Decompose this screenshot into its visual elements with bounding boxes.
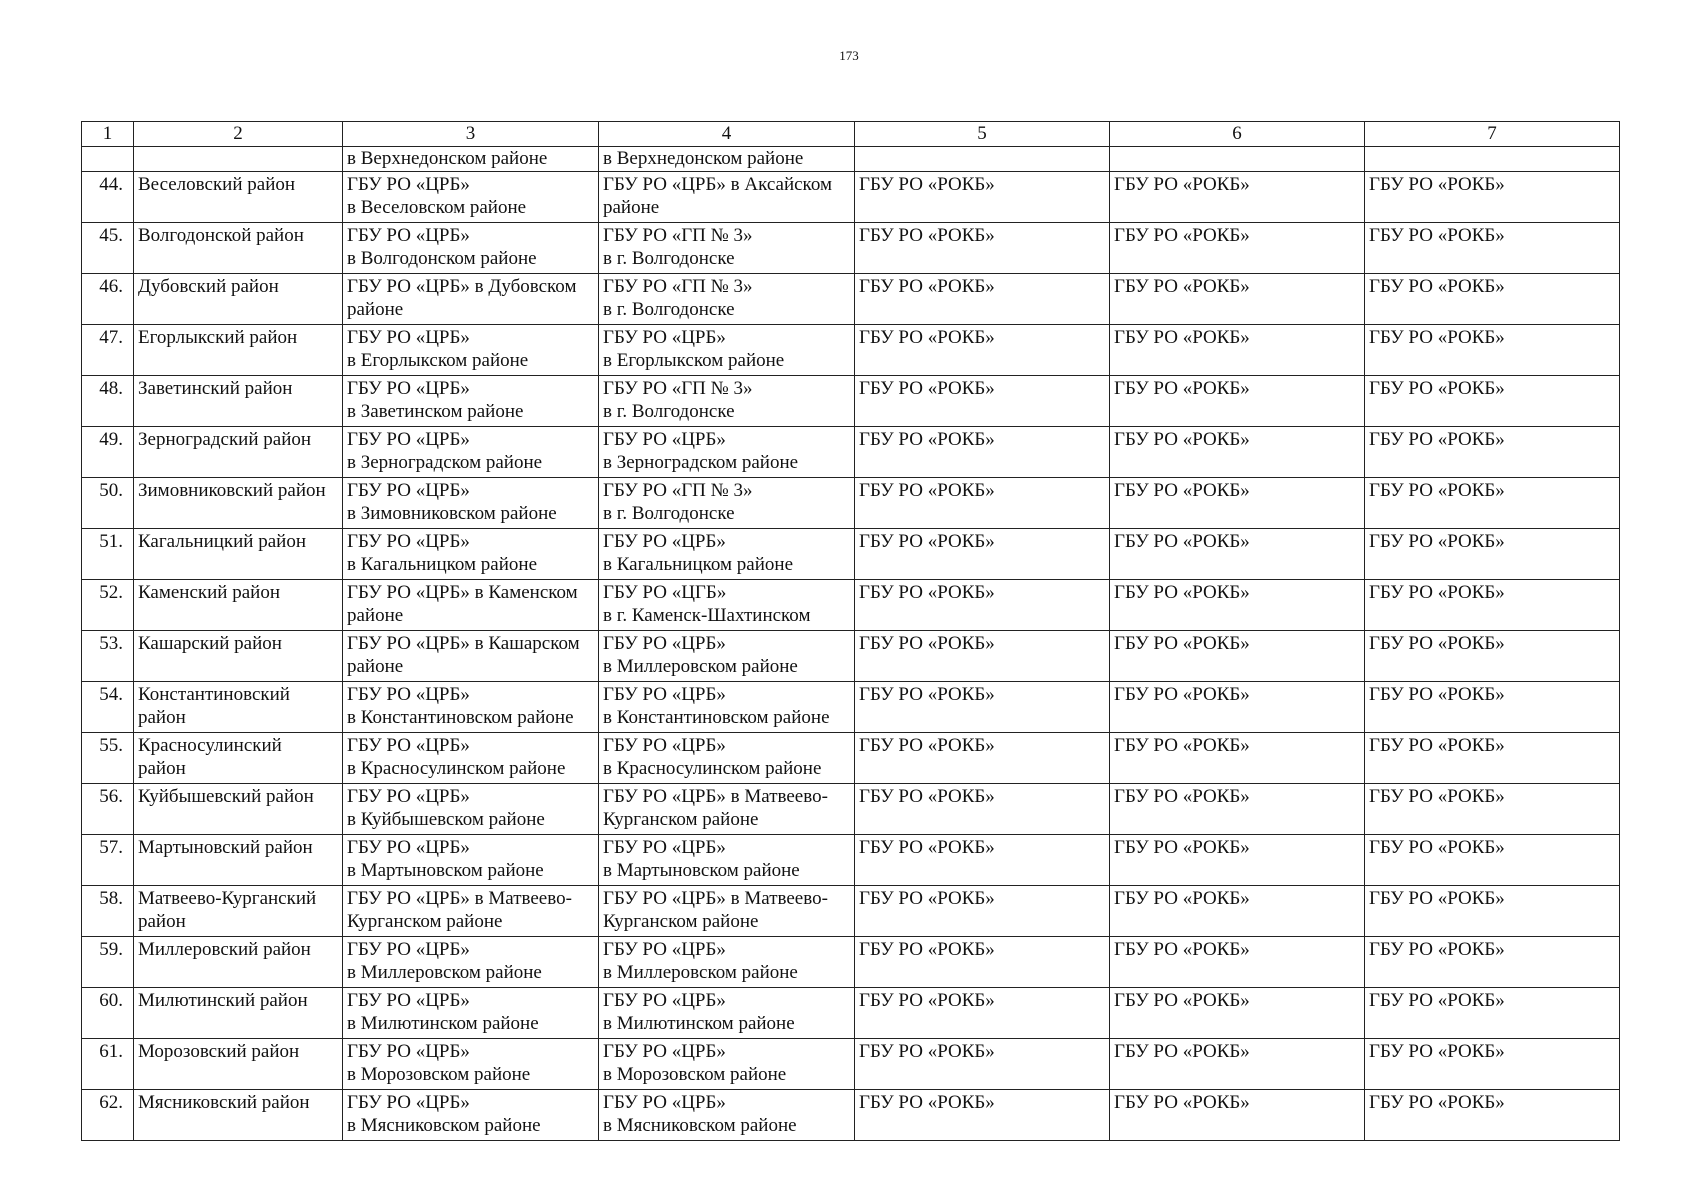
table-row [82,784,1620,835]
cell-line: ГБУ РО «ЦРБ» в Дубовском [347,276,577,297]
table-row [82,376,1620,427]
cell-col5: ГБУ РО «РОКБ» [855,223,1110,274]
cell-line: район [138,911,186,932]
cell-col7: ГБУ РО «РОКБ» [1365,172,1620,223]
cell-col4 [599,427,855,478]
table-row [82,172,1620,223]
cell-col3 [343,835,599,886]
cell-line: ГБУ РО «ГП № 3» [603,378,753,399]
cell-district [134,223,343,274]
cell-line: Мартыновский район [138,837,313,858]
cell-line: в г. Каменск-Шахтинском [603,605,811,626]
cell-line: ГБУ РО «ЦРБ» в Каменском [347,582,578,603]
cell-line: ГБУ РО «ЦРБ» [347,225,470,246]
cell-line: Дубовский район [138,276,279,297]
table-row [82,529,1620,580]
column-header: 7 [1365,122,1620,147]
cell-district [134,937,343,988]
cell-district [134,733,343,784]
cell-col4 [599,325,855,376]
cell-line: Курганском районе [603,911,759,932]
cell-line: Волгодонской район [138,225,304,246]
cell-line: Матвеево-Курганский [138,888,317,909]
cell-col4 [599,274,855,325]
cell-line: районе [603,197,660,218]
cell-line: ГБУ РО «ЦРБ» [347,990,470,1011]
cell-district [134,784,343,835]
cell-number: 56. [82,784,134,835]
cell-line: ГБУ РО «ЦРБ» [603,531,726,552]
cell-col6: ГБУ РО «РОКБ» [1110,835,1365,886]
cell-number: 45. [82,223,134,274]
cell-line: Каменский район [138,582,280,603]
cell-line: ГБУ РО «ЦРБ» [603,633,726,654]
cell-district [134,682,343,733]
cell-number: 57. [82,835,134,886]
cell-line: в Красносулинском районе [603,758,822,779]
cell-district [134,988,343,1039]
cell-col3: в Верхнедонском районе [343,147,599,172]
cell-line: ГБУ РО «ЦРБ» [347,378,470,399]
cell-line: ГБУ РО «ЦРБ» [347,327,470,348]
cell-line: районе [347,605,404,626]
cell-line: в Мартыновском районе [347,860,544,881]
cell-col4 [599,682,855,733]
cell-col5: ГБУ РО «РОКБ» [855,886,1110,937]
cell-line: в Мартыновском районе [603,860,800,881]
cell-col3 [343,274,599,325]
cell-line: ГБУ РО «ЦРБ» [603,1041,726,1062]
cell-line: ГБУ РО «ЦРБ» [347,1092,470,1113]
cell-col4 [599,937,855,988]
cell-col7: ГБУ РО «РОКБ» [1365,784,1620,835]
cell-district [134,631,343,682]
cell-col5: ГБУ РО «РОКБ» [855,1090,1110,1141]
cell-col3 [343,988,599,1039]
cell-district [134,1090,343,1141]
cell-district [134,274,343,325]
cell-line: районе [347,299,404,320]
cell-line: в г. Волгодонске [603,299,735,320]
cell-number: 47. [82,325,134,376]
cell-line: в Кагальницком районе [347,554,537,575]
cell-col7: ГБУ РО «РОКБ» [1365,631,1620,682]
cell-col5: ГБУ РО «РОКБ» [855,784,1110,835]
cell-line: район [138,758,186,779]
cell-line: ГБУ РО «ЦРБ» [603,837,726,858]
cell-col6: ГБУ РО «РОКБ» [1110,376,1365,427]
cell-district [134,325,343,376]
cell-col6: ГБУ РО «РОКБ» [1110,886,1365,937]
cell-line: в г. Волгодонске [603,401,735,422]
cell-col5: ГБУ РО «РОКБ» [855,580,1110,631]
cell-line: Веселовский район [138,174,296,195]
table-row [82,1039,1620,1090]
cell-number: 62. [82,1090,134,1141]
cell-number: 55. [82,733,134,784]
cell-line: в Миллеровском районе [603,962,798,983]
cell-line: ГБУ РО «ГП № 3» [603,480,753,501]
cell-line: ГБУ РО «ЦРБ» [347,786,470,807]
cell-line: ГБУ РО «ЦРБ» [347,837,470,858]
cell-district [134,147,343,172]
cell-line: ГБУ РО «ЦРБ» [347,1041,470,1062]
cell-line: ГБУ РО «ЦРБ» [603,939,726,960]
cell-line: в Морозовском районе [347,1064,531,1085]
cell-col4 [599,988,855,1039]
cell-number: 44. [82,172,134,223]
table-row [82,733,1620,784]
cell-col5: ГБУ РО «РОКБ» [855,427,1110,478]
cell-number: 54. [82,682,134,733]
cell-col3 [343,733,599,784]
table-row [82,580,1620,631]
cell-line: Кагальницкий район [138,531,306,552]
cell-col6: ГБУ РО «РОКБ» [1110,1039,1365,1090]
table-row [82,886,1620,937]
cell-line: ГБУ РО «ЦРБ» [347,174,470,195]
cell-col6: ГБУ РО «РОКБ» [1110,223,1365,274]
column-header: 5 [855,122,1110,147]
cell-col6: ГБУ РО «РОКБ» [1110,682,1365,733]
cell-col3 [343,784,599,835]
cell-col7: ГБУ РО «РОКБ» [1365,478,1620,529]
cell-number: 61. [82,1039,134,1090]
cell-col3 [343,172,599,223]
cell-col4 [599,223,855,274]
cell-line: в Константиновском районе [603,707,830,728]
cell-district [134,529,343,580]
cell-col3 [343,1039,599,1090]
cell-line: в Зерноградском районе [347,452,543,473]
cell-col5: ГБУ РО «РОКБ» [855,529,1110,580]
table-row [82,682,1620,733]
cell-number: 48. [82,376,134,427]
table-row [82,427,1620,478]
cell-line: Кашарский район [138,633,282,654]
cell-col5: ГБУ РО «РОКБ» [855,835,1110,886]
cell-line: Егорлыкский район [138,327,298,348]
cell-col7: ГБУ РО «РОКБ» [1365,835,1620,886]
cell-col7: ГБУ РО «РОКБ» [1365,733,1620,784]
table-row [82,325,1620,376]
cell-col3 [343,937,599,988]
cell-col6: ГБУ РО «РОКБ» [1110,631,1365,682]
cell-col3 [343,223,599,274]
cell-col4 [599,172,855,223]
cell-district [134,1039,343,1090]
cell-col5: ГБУ РО «РОКБ» [855,172,1110,223]
table-row [82,631,1620,682]
cell-line: в Егорлыкском районе [347,350,529,371]
cell-line: Заветинский район [138,378,293,399]
cell-col3 [343,325,599,376]
cell-col4 [599,886,855,937]
cell-col3 [343,376,599,427]
cell-col4 [599,478,855,529]
cell-col3 [343,682,599,733]
cell-line: в Куйбышевском районе [347,809,545,830]
table-row [82,937,1620,988]
cell-district [134,835,343,886]
cell-district [134,427,343,478]
cell-col6: ГБУ РО «РОКБ» [1110,937,1365,988]
cell-col5: ГБУ РО «РОКБ» [855,478,1110,529]
cell-line: ГБУ РО «ГП № 3» [603,276,753,297]
cell-line: ГБУ РО «ЦРБ» в Матвеево- [347,888,572,909]
cell-line: ГБУ РО «ЦРБ» [347,531,470,552]
cell-col4 [599,733,855,784]
cell-col5: ГБУ РО «РОКБ» [855,631,1110,682]
cell-number: 59. [82,937,134,988]
cell-district [134,172,343,223]
cell-line: в Кагальницком районе [603,554,793,575]
cell-col4 [599,835,855,886]
cell-col7: ГБУ РО «РОКБ» [1365,325,1620,376]
cell-col6: ГБУ РО «РОКБ» [1110,580,1365,631]
district-hospital-table [81,121,1620,1141]
cell-col7: ГБУ РО «РОКБ» [1365,529,1620,580]
cell-line: ГБУ РО «ЦРБ» [347,684,470,705]
column-header: 2 [134,122,343,147]
cell-col6: ГБУ РО «РОКБ» [1110,784,1365,835]
cell-number: 52. [82,580,134,631]
cell-line: в Мясниковском районе [603,1115,797,1136]
cell-line: в Мясниковском районе [347,1115,541,1136]
cell-line: в Миллеровском районе [347,962,542,983]
cell-line: ГБУ РО «ЦРБ» [347,480,470,501]
cell-line: в Веселовском районе [347,197,527,218]
cell-col6: ГБУ РО «РОКБ» [1110,325,1365,376]
cell-col3 [343,631,599,682]
page-number: 173 [839,48,859,63]
cell-number [82,147,134,172]
cell-line: ГБУ РО «ЦРБ» в Аксайском [603,174,832,195]
cell-col3 [343,580,599,631]
cell-line: в Миллеровском районе [603,656,798,677]
cell-col5: ГБУ РО «РОКБ» [855,325,1110,376]
cell-line: в Милютинском районе [347,1013,539,1034]
cell-col4 [599,376,855,427]
cell-col4 [599,580,855,631]
cell-line: в Зерноградском районе [603,452,799,473]
cell-col6: ГБУ РО «РОКБ» [1110,988,1365,1039]
cell-col3 [343,886,599,937]
cell-col3 [343,1090,599,1141]
cell-line: в г. Волгодонске [603,503,735,524]
cell-line: ГБУ РО «ЦРБ» в Матвеево- [603,888,828,909]
cell-col7: ГБУ РО «РОКБ» [1365,427,1620,478]
cell-line: ГБУ РО «ЦРБ» [347,735,470,756]
table-row [82,1090,1620,1141]
cell-number: 53. [82,631,134,682]
cell-col5: ГБУ РО «РОКБ» [855,937,1110,988]
cell-line: в Волгодонском районе [347,248,537,269]
cell-line: в Милютинском районе [603,1013,795,1034]
cell-col4 [599,784,855,835]
cell-col5: ГБУ РО «РОКБ» [855,682,1110,733]
cell-col5: ГБУ РО «РОКБ» [855,274,1110,325]
cell-col6: ГБУ РО «РОКБ» [1110,1090,1365,1141]
cell-col5: ГБУ РО «РОКБ» [855,1039,1110,1090]
table-row [82,478,1620,529]
cell-col7: ГБУ РО «РОКБ» [1365,937,1620,988]
cell-col3 [343,529,599,580]
cell-line: ГБУ РО «ГП № 3» [603,225,753,246]
cell-line: Красносулинский [138,735,282,756]
cell-col7 [1365,147,1620,172]
continuation-row [82,147,1620,172]
cell-col6: ГБУ РО «РОКБ» [1110,172,1365,223]
cell-line: Милютинский район [138,990,308,1011]
table-row [82,274,1620,325]
cell-line: Курганском районе [603,809,759,830]
cell-line: в Заветинском районе [347,401,524,422]
cell-col4 [599,631,855,682]
cell-col7: ГБУ РО «РОКБ» [1365,682,1620,733]
cell-line: в Константиновском районе [347,707,574,728]
cell-col6: ГБУ РО «РОКБ» [1110,733,1365,784]
cell-line: в Зимовниковском районе [347,503,557,524]
cell-col5: ГБУ РО «РОКБ» [855,733,1110,784]
cell-col7: ГБУ РО «РОКБ» [1365,1090,1620,1141]
cell-number: 46. [82,274,134,325]
column-header: 4 [599,122,855,147]
column-header: 1 [82,122,134,147]
table-row [82,223,1620,274]
cell-line: в г. Волгодонске [603,248,735,269]
cell-col6: ГБУ РО «РОКБ» [1110,274,1365,325]
cell-col5 [855,147,1110,172]
cell-line: ГБУ РО «ЦРБ» [603,990,726,1011]
cell-line: районе [347,656,404,677]
cell-col5: ГБУ РО «РОКБ» [855,376,1110,427]
cell-col3 [343,427,599,478]
cell-col7: ГБУ РО «РОКБ» [1365,886,1620,937]
cell-col7: ГБУ РО «РОКБ» [1365,1039,1620,1090]
cell-col7: ГБУ РО «РОКБ» [1365,274,1620,325]
cell-district [134,580,343,631]
cell-col7: ГБУ РО «РОКБ» [1365,988,1620,1039]
table-header-row [82,122,1620,147]
cell-line: ГБУ РО «ЦРБ» [603,327,726,348]
cell-line: ГБУ РО «ЦРБ» [603,429,726,450]
cell-line: Константиновский [138,684,290,705]
cell-line: в Морозовском районе [603,1064,787,1085]
cell-col7: ГБУ РО «РОКБ» [1365,223,1620,274]
cell-col4 [599,1090,855,1141]
cell-line: Зимовниковский район [138,480,326,501]
cell-line: Миллеровский район [138,939,311,960]
cell-col7: ГБУ РО «РОКБ» [1365,376,1620,427]
cell-line: ГБУ РО «ЦРБ» [603,1092,726,1113]
cell-number: 58. [82,886,134,937]
table-row [82,988,1620,1039]
cell-col3 [343,478,599,529]
cell-line: Мясниковский район [138,1092,310,1113]
table-row [82,835,1620,886]
cell-col7: ГБУ РО «РОКБ» [1365,580,1620,631]
cell-number: 60. [82,988,134,1039]
cell-line: Зерноградский район [138,429,312,450]
cell-district [134,376,343,427]
cell-col4 [599,1039,855,1090]
cell-line: в Егорлыкском районе [603,350,785,371]
cell-col6: ГБУ РО «РОКБ» [1110,529,1365,580]
cell-line: ГБУ РО «ЦРБ» [347,429,470,450]
cell-line: ГБУ РО «ЦРБ» в Матвеево- [603,786,828,807]
cell-number: 50. [82,478,134,529]
cell-col4 [599,529,855,580]
cell-district [134,478,343,529]
cell-line: ГБУ РО «ЦГБ» [603,582,727,603]
cell-line: ГБУ РО «ЦРБ» [603,735,726,756]
cell-line: ГБУ РО «ЦРБ» [603,684,726,705]
column-header: 6 [1110,122,1365,147]
cell-col6: ГБУ РО «РОКБ» [1110,427,1365,478]
cell-line: Морозовский район [138,1041,300,1062]
cell-col6 [1110,147,1365,172]
cell-number: 49. [82,427,134,478]
cell-district [134,886,343,937]
cell-line: ГБУ РО «ЦРБ» в Кашарском [347,633,580,654]
cell-line: район [138,707,186,728]
cell-line: ГБУ РО «ЦРБ» [347,939,470,960]
cell-col6: ГБУ РО «РОКБ» [1110,478,1365,529]
cell-col5: ГБУ РО «РОКБ» [855,988,1110,1039]
cell-line: в Красносулинском районе [347,758,566,779]
cell-col4: в Верхнедонском районе [599,147,855,172]
cell-line: Куйбышевский район [138,786,314,807]
cell-line: Курганском районе [347,911,503,932]
column-header: 3 [343,122,599,147]
cell-number: 51. [82,529,134,580]
